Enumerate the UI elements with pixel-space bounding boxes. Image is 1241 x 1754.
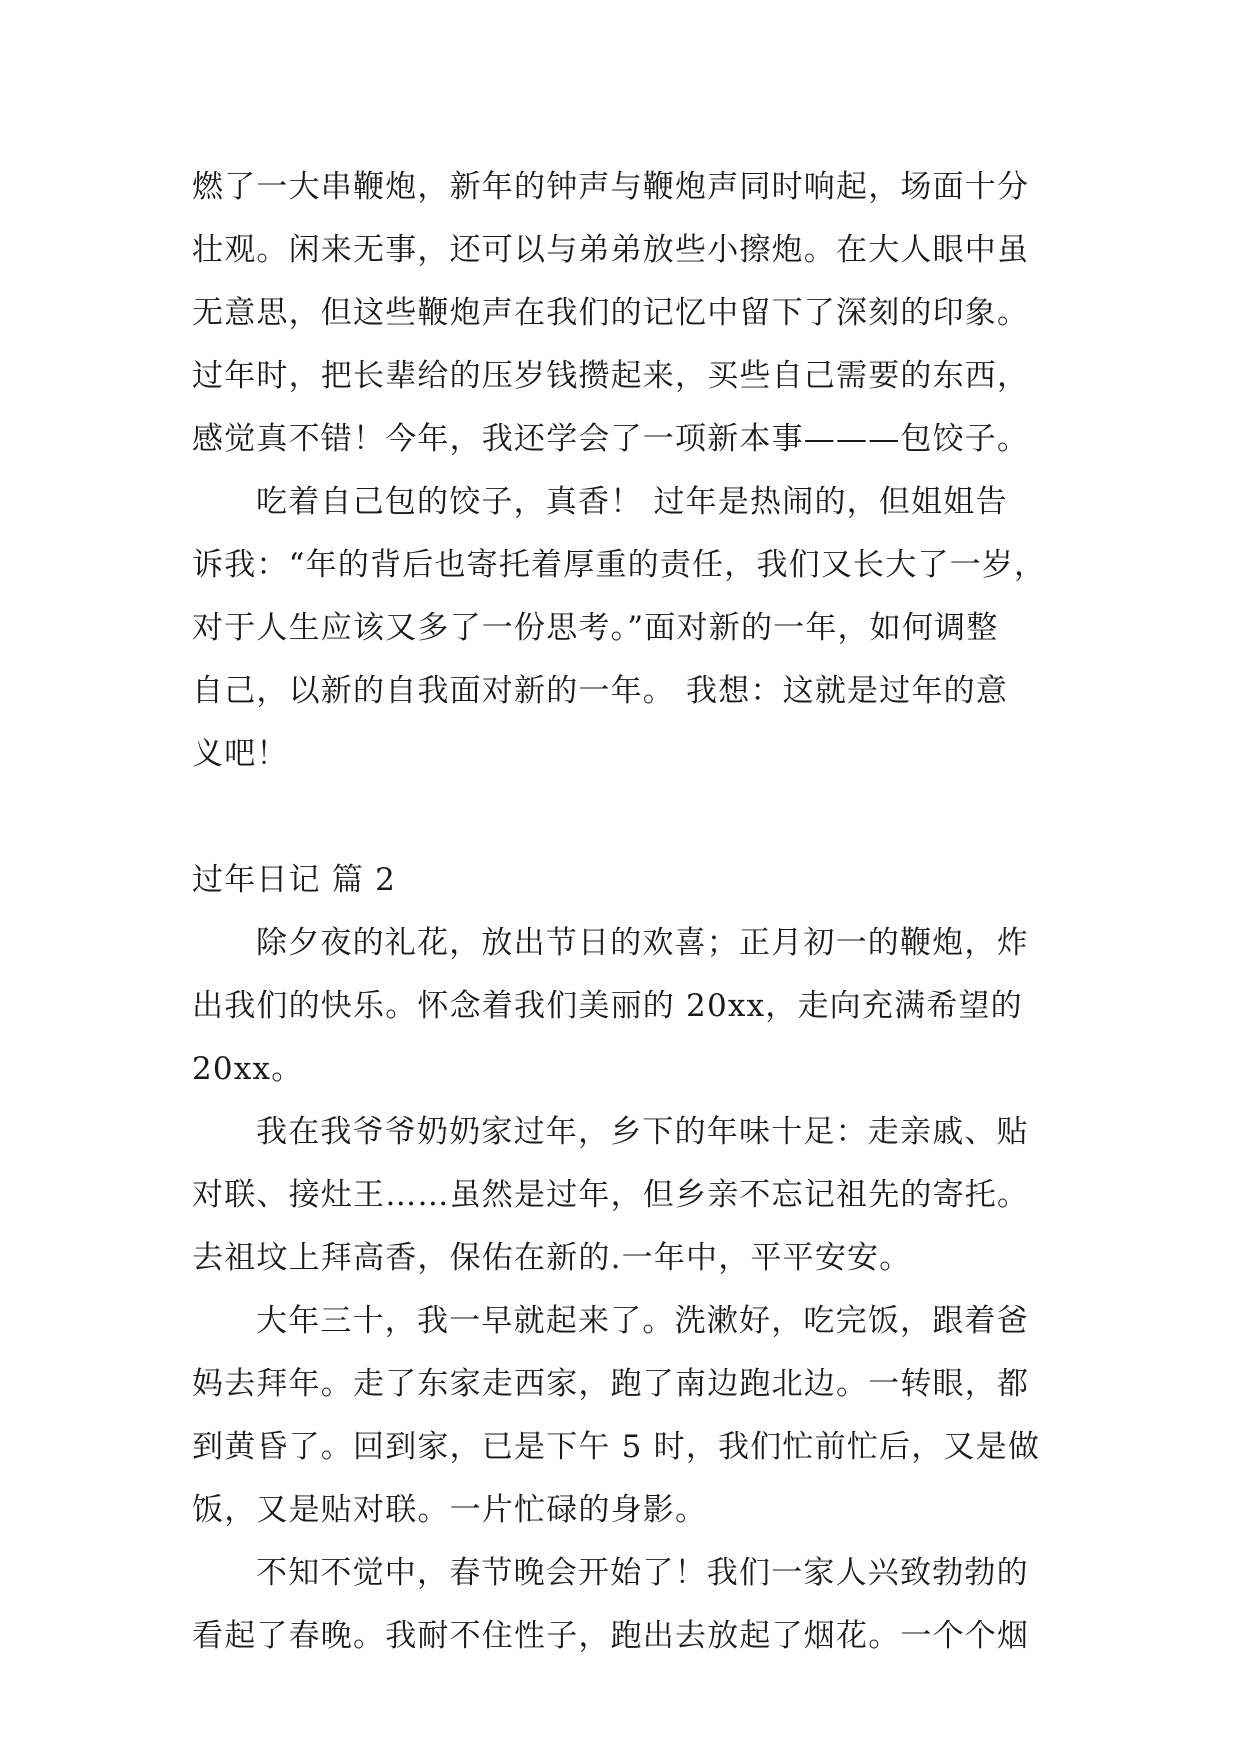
text-line: 不知不觉中，春节晚会开始了！我们一家人兴致勃勃的 [256, 1555, 1029, 1591]
text-line: 到黄昏了。回到家，已是下午 5 时，我们忙前忙后，又是做 [192, 1429, 1041, 1465]
paragraph-6 [192, 1542, 1072, 1668]
text-line: 诉我：“年的背后也寄托着厚重的责任，我们又长大了一岁， [192, 547, 1047, 583]
document-body [192, 156, 1072, 1668]
text-line: 义吧！ [192, 736, 289, 772]
text-line: 大年三十，我一早就起来了。洗漱好，吃完饭，跟着爸 [256, 1303, 1029, 1339]
paragraph-2 [192, 471, 1072, 786]
paragraph-4 [192, 1101, 1072, 1290]
text-line: 自己，以新的自我面对新的一年。 我想：这就是过年的意 [192, 673, 1009, 709]
text-line: 饭，又是贴对联。一片忙碌的身影。 [192, 1492, 708, 1528]
text-line: 妈去拜年。走了东家走西家，跑了南边跑北边。一转眼，都 [192, 1366, 1030, 1402]
paragraph-5 [192, 1290, 1072, 1542]
section-heading: 过年日记 篇 2 [192, 862, 397, 898]
text-line: 对于人生应该又多了一份思考。”面对新的一年，如何调整 [192, 610, 999, 646]
text-line: 20xx。 [192, 1051, 304, 1087]
text-line: 过年时，把长辈给的压岁钱攒起来，买些自己需要的东西， [192, 358, 1030, 394]
text-line: 感觉真不错！今年，我还学会了一项新本事———包饺子。 [192, 421, 1030, 457]
text-line: 燃了一大串鞭炮，新年的钟声与鞭炮声同时响起，场面十分 [192, 169, 1030, 205]
text-line: 我在我爷爷奶奶家过年，乡下的年味十足：走亲戚、贴 [256, 1114, 1029, 1150]
text-line: 看起了春晚。我耐不住性子，跑出去放起了烟花。一个个烟 [192, 1618, 1030, 1654]
text-line: 壮观。闲来无事，还可以与弟弟放些小擦炮。在大人眼中虽 [192, 232, 1030, 268]
text-line: 无意思，但这些鞭炮声在我们的记忆中留下了深刻的印象。 [192, 295, 1030, 331]
paragraph-3 [192, 912, 1072, 1101]
paragraph-1 [192, 156, 1072, 471]
text-line: 对联、接灶王……虽然是过年，但乡亲不忘记祖先的寄托。 [192, 1177, 1030, 1213]
text-line: 吃着自己包的饺子，真香！ 过年是热闹的，但姐姐告 [256, 484, 1008, 520]
text-line: 出我们的快乐。怀念着我们美丽的 20xx，走向充满希望的 [192, 988, 1023, 1024]
text-line: 除夕夜的礼花，放出节日的欢喜；正月初一的鞭炮，炸 [256, 925, 1029, 961]
text-line: 去祖坟上拜高香，保佑在新的.一年中，平平安安。 [192, 1240, 912, 1276]
blank-line [192, 786, 1072, 849]
